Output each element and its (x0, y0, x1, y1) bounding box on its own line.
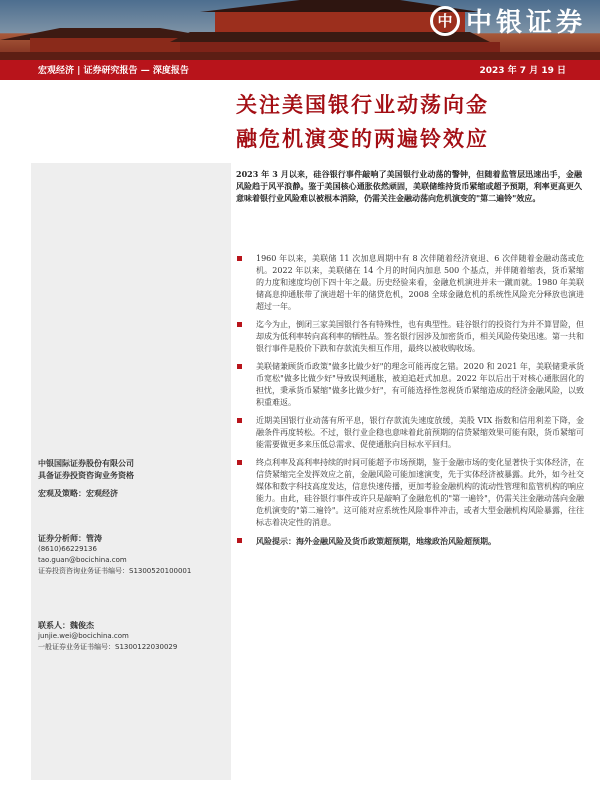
list-item: 终点利率及高利率持续的时间可能超予市场预期，鉴于金融市场的变化显著快于实体经济，在信贷紧缩完全发挥效应之前，金融风险可能加速演变，先于实体经济被暴露。此外，如今社交媒体和数字科技高度发达，信息快速传播，更加考验金融机构的流动性管理和监管机构的响应能力。由此，硅谷银行事件或许只是敲响了金融危机的"第一遍铃"，仍需关注金融动荡向金融危机演变的"第二遍铃"。这可能对应系统性风险事件冲击，或者大型金融机构风险暴露，往往标志着决定性的消息。 (248, 457, 584, 529)
company-info (38, 458, 134, 482)
risk-warning: 风险提示：海外金融风险及货币政策超预期，地缘政治风险超预期。 (248, 535, 584, 547)
list-item: 1960 年以来，美联储 11 次加息周期中有 8 次伴随着经济衰退、6 次伴随着金融动荡或危机。2022 年以来，美联储在 14 个月的时间内加息 500 个基点，并伴随着缩表，货币紧缩的力度和速度均创下四十年之最。历史经验来看，金融危机演进并未一蹴而就。1980 年美联储高息抑通胀带了演进超十年的储贷危机，2008 全球金融危机的系统性风险充分释放也演进超过一年。 (248, 253, 584, 313)
list-item: 美联储兼顾货币政策"做多比做少好"的理念可能再度乞错。2020 和 2021 年，美联储秉承货币宽松"做多比做少好"导致误判通胀，被迫追赶式加息。2022 年以后出于对核心通胀固化的担忧，秉承货币紧缩"做多比做少好"，有可能选择性忽视货币紧缩造成的经济金融风险，以致积重难返。 (248, 361, 584, 409)
contact-cert: 一般证券业务证书编号：S1300122030029 (38, 643, 178, 651)
bullet-square-icon (237, 418, 242, 423)
bullet-square-icon (237, 460, 242, 465)
summary-paragraph: 2023 年 3 月以来，硅谷银行事件敲响了美国银行业动荡的警钟，但随着监管层迅速出手，金融风险趋于风平浪静。鉴于美国核心通胀依然顽固，美联储维持货币紧缩或超予预期，利率更高更久意味着银行业风险难以被根本消除，仍需关注金融动荡向危机演变的"第二遍铃"效应。 (236, 169, 582, 203)
bullet-square-icon (237, 256, 242, 261)
title-line-2: 融危机演变的两遍铃效应 (236, 126, 489, 151)
boc-logo-icon: 中 (430, 6, 460, 36)
report-date: 2023 年 7 月 19 日 (479, 66, 566, 76)
company-qualification: 具备证券投资咨询业务资格 (38, 471, 134, 480)
brand-logo (430, 2, 586, 39)
logo-text: 中银证券 (465, 8, 586, 38)
contact-email[interactable]: junjie.wei@bocichina.com (38, 632, 129, 640)
analyst-info (38, 533, 191, 577)
contact-info (38, 620, 177, 653)
company-name: 中银国际证券股份有限公司 (38, 459, 134, 468)
breadcrumb: 宏观经济 | 证券研究报告 — 深度报告 (38, 66, 189, 76)
bullet-square-icon (237, 538, 242, 543)
report-category: 宏观及策略：宏观经济 (38, 489, 118, 498)
report-title (236, 88, 576, 156)
title-line-1: 关注美国银行业动荡向金 (236, 92, 489, 117)
analyst-title: 证券分析师：管涛 (38, 534, 102, 543)
bullet-square-icon (237, 364, 242, 369)
analyst-phone: (8610)66229136 (38, 545, 97, 553)
key-points-list (248, 253, 584, 553)
analyst-email[interactable]: tao.guan@bocichina.com (38, 556, 127, 564)
header-banner (0, 0, 600, 60)
bullet-square-icon (237, 322, 242, 327)
report-info-bar (0, 60, 600, 80)
contact-title: 联系人：魏俊杰 (38, 621, 94, 630)
list-item: 迄今为止，倒闭三家美国银行各有特殊性，也有典型性。硅谷银行的投资行为并不算冒险，但却成为低利率转向高利率的牺牲品。签名银行因涉及加密货币，相关风险传染迅速。第一共和银行事件是股价下跌和存款流失相互作用，最终以被收购收场。 (248, 319, 584, 355)
list-item: 近期美国银行业动荡有所平息，银行存款流失速度放缓，美股 VIX 指数和信用利差下降，金融条件再度转松。不过，银行业企稳也意味着此前预期的信贷紧缩效果可能有限，货币紧缩可能需要做更多来压低总需求、促使通胀向目标水平回归。 (248, 415, 584, 451)
analyst-cert: 证券投资咨询业务证书编号：S1300520100001 (38, 567, 192, 575)
